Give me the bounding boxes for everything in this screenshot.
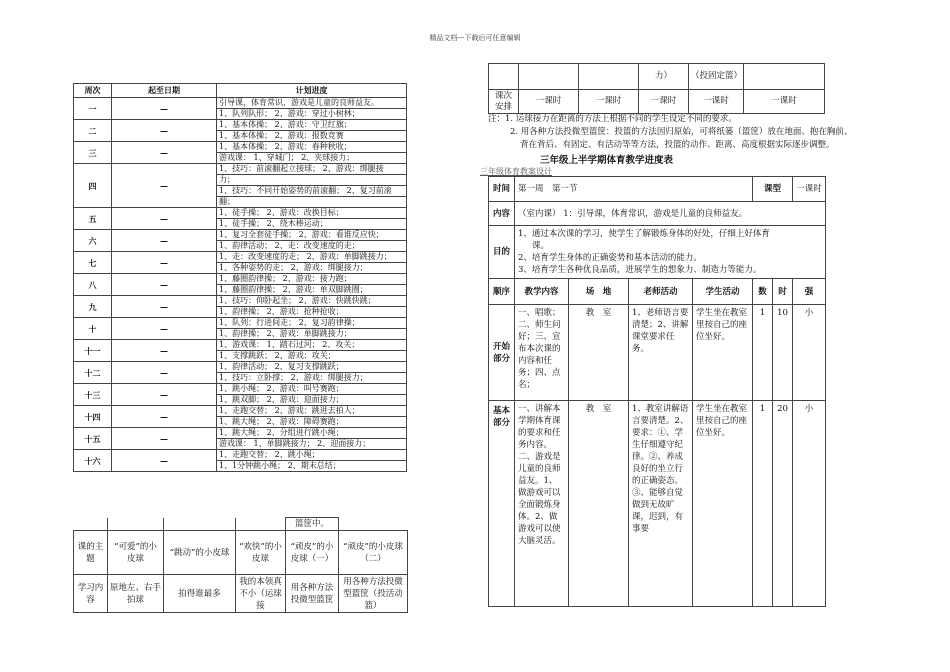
row-number: 1 [753,305,773,401]
col-teacher: 老师活动 [629,279,693,305]
time-value: 第一周 第一节 [515,177,753,202]
theme-4: “顽皮”的小皮球（一） [286,531,339,575]
week-plan-item: 1、韵律操； 2、游戏：抢种抢收； [217,307,407,318]
fragment-text: 篮筐中。 [286,518,339,531]
week-date: — [112,384,217,406]
schedule-row [74,98,407,109]
week-plan-item: 1、1分钟跳小绳； 2、期末总结； [217,461,407,472]
week-date: — [112,296,217,318]
week-plan-item: 1、走跑交替； 2、游戏：跳进去拍人； [217,406,407,417]
phase: 开始部分 [489,305,515,401]
header-week: 周次 [74,84,112,98]
week-number: 八 [74,274,112,296]
week-plan-item: 1、技巧：仰卧起坐； 2、游戏：快跳快跳； [217,296,407,307]
week-number: 七 [74,252,112,274]
week-date: — [112,450,217,472]
alloc-row-label: 课次安排 [489,90,519,114]
week-number: 十六 [74,450,112,472]
schedule-row [74,450,407,461]
week-plan-item: 1、韵律操； 2、游戏：单脚跳接力； [217,329,407,340]
week-plan-item: 1、跳小绳； 2、游戏：叫号赛跑； [217,384,407,395]
time-label: 时间 [489,177,515,202]
col-time: 时 [773,279,793,305]
schedule-table [73,83,407,472]
week-number: 六 [74,230,112,252]
schedule-row [74,252,407,263]
themes-table [73,517,408,613]
week-number: 十五 [74,428,112,450]
week-plan-item: 1、徒手操； 2、游戏：改换目标； [217,208,407,219]
alloc-cell: 力） [639,64,689,90]
row-content: 一、讲解本学期体育课的要求和任务内容。二、游戏是儿童的良师益友。1、做游戏可以全面锻炼身体。2、做游戏可以使大脑灵活。 [515,401,569,607]
col-order: 顺序 [489,279,515,305]
schedule-header-row [74,84,407,98]
week-plan-item: 1、技巧：不同开始姿势的前滚翻； 2、复习前滚 [217,186,407,197]
schedule-row [74,230,407,241]
row-teacher: 1、老师语言要清楚；2、讲解课堂要求任务。 [629,305,693,401]
alloc-cell [579,64,639,90]
week-number: 十四 [74,406,112,428]
row-time: 20 [773,401,793,607]
content-3: 我的本领真不小（运球接 [236,575,286,613]
week-plan-item: 1、游戏课： 1、踏石过河； 2、攻关； [217,340,407,351]
week-plan-item: 翻； [217,197,407,208]
note-1: 注：1. 运球接力在距离的方法上根据不同的学生设定不同的要求。 [488,114,737,124]
week-number: 四 [74,164,112,208]
schedule-row [74,142,407,153]
week-plan-item: 力； [217,175,407,186]
week-plan-item: 1、藤圈韵律操； 2、游戏：接力跑； [217,274,407,285]
week-plan-item: 游戏课： 1、单脚跳接力； 2、迎面接力； [217,439,407,450]
header-date: 起至日期 [112,84,217,98]
week-number: 十一 [74,340,112,362]
week-date: — [112,230,217,252]
col-content: 教学内容 [515,279,569,305]
goal-line: 2、培育学生身体的正确姿势和基本活动的能力。 [518,253,702,263]
schedule-row [74,208,407,219]
lesson-allocation-table [488,63,825,114]
schedule-row [74,274,407,285]
alloc-hours: 一课时 [689,90,744,114]
content-value: （室内课） 1：引导课，体育常识，游戏是儿童的良师益友。 [515,202,826,226]
goal-line: 3、培育学生各种优良品质，进展学生的想象力、制造力等能力。 [518,265,762,275]
week-number: 十二 [74,362,112,384]
schedule-row [74,296,407,307]
note-2: 2. 用各种方法投微型篮筐：投篮的方法因归原始，可将纸篓（篮筐）放在地面、抱在胸前、 [510,127,853,137]
week-plan-item: 1、技巧：立卧撑； 2、游戏：绑腿接力； [217,373,407,384]
row-student: 学生坐在教室里按自己的座位坐好。 [693,401,753,607]
week-plan-item: 1、队列队形； 2、游戏：穿过小树林； [217,109,407,120]
alloc-cell [744,64,825,90]
header-progress: 计划进度 [217,84,407,98]
week-number: 五 [74,208,112,230]
week-number: 三 [74,142,112,164]
alloc-cell: （投固定篮） [689,64,744,90]
theme-3: “欢快”的小皮球 [236,531,286,575]
lesson-row [489,401,826,607]
schedule-row [74,362,407,373]
themes-row [74,531,408,575]
theme-2: “跳动”的小皮球 [164,531,236,575]
theme-1: “可爱”的小皮球 [108,531,164,575]
lesson-title: 三年级上半学期体育教学进度表 [540,155,674,166]
week-date: — [112,428,217,450]
week-plan-item: 1、韵律活动； 2、复习支撑跳跃； [217,362,407,373]
week-date: — [112,142,217,164]
week-number: 十三 [74,384,112,406]
week-plan-item: 1、复习全套徒手操； 2、游戏：看谁反应快； [217,230,407,241]
alloc-hours: 一课时 [579,90,639,114]
week-plan-item: 1、跳大绳； 2、游戏：障碍赛跑； [217,417,407,428]
contents-row-label: 学习内容 [74,575,108,613]
col-venue: 场 地 [569,279,629,305]
row-student: 学生坐在教室里按自己的座位坐好。 [693,305,753,401]
type-value: 一课时 [793,177,826,202]
week-date: — [112,98,217,120]
week-date: — [112,340,217,362]
schedule-row [74,340,407,351]
schedule-row [74,318,407,329]
col-header-row [489,279,826,305]
week-plan-item: 1、韵律活动； 2、走：改变速度的走； [217,241,407,252]
week-number: 二 [74,120,112,142]
schedule-row [74,384,407,395]
type-label: 课型 [753,177,793,202]
week-number: 十 [74,318,112,340]
content-2: 拍得谁最多 [164,575,236,613]
lesson-row [489,305,826,401]
goal-line: 1、通过本次课的学习，使学生了解锻炼身体的好处，仔细上好体育 [518,229,770,239]
week-date: — [112,318,217,340]
week-plan-item: 1、跳大绳； 2、分组进行跳小绳； [217,428,407,439]
row-content: 一、唱歌；二、师生问好；三、宣布本次课的内容和任务；四、点名； [515,305,569,401]
phase: 基本部分 [489,401,515,607]
week-date: — [112,274,217,296]
col-number: 数 [753,279,773,305]
week-date: — [112,208,217,230]
week-date: — [112,362,217,384]
week-plan-item: 1、支撑跳跃； 2、游戏：攻关； [217,351,407,362]
lesson-subtitle: 三年级体育教案设计 [480,167,552,176]
week-plan-item: 引导课，体育常识，游戏是儿童的良师益友。 [217,98,407,109]
row-intensity: 小 [793,305,826,401]
week-plan-item: 1、走跑交替； 2、跳小绳； [217,450,407,461]
week-plan-item: 1、走：改变速度的走； 2、游戏：单脚跳接力； [217,252,407,263]
schedule-row [74,164,407,175]
alloc-hours: 一课时 [519,90,579,114]
alloc-hours: 一课时 [744,90,825,114]
week-plan-item: 1、技巧：前滚翻起立接球； 2、游戏：绑腿接 [217,164,407,175]
week-plan-item: 1、队列：行进间走； 2、复习韵律操； [217,318,407,329]
week-plan-item: 1、基本体操； 2、游戏：报数竞赛 [217,131,407,142]
alloc-hours: 一课时 [639,90,689,114]
week-date: — [112,406,217,428]
page-header: 精品文档---下载后可任意编辑 [429,34,521,42]
theme-5: “顽皮”的小皮球（二） [339,531,408,575]
col-intensity: 强 [793,279,826,305]
alloc-cell [519,64,579,90]
row-venue: 教 室 [569,401,629,607]
week-date: — [112,164,217,208]
content-1: 原地左、右手拍球 [108,575,164,613]
schedule-row [74,120,407,131]
col-student: 学生活动 [693,279,753,305]
row-number: 1 [753,401,773,607]
week-plan-item: 1、跳双脚； 2、游戏：迎面接力； [217,395,407,406]
lesson-plan-table [488,176,826,607]
goals [515,226,826,279]
content-4: 用各种方法投微型篮筐 [286,575,339,613]
row-teacher: 1、教室讲解语言要清楚。2、要求：①、学生仔细遵守纪律。②、养成良好的坐立行的正确姿态。③、能够自觉做到无故旷课，迟到，有事要 [629,401,693,607]
schedule-row [74,406,407,417]
week-plan-item: 1、各种姿势的走； 2、游戏：绑腿接力； [217,263,407,274]
week-date: — [112,120,217,142]
schedule-row [74,428,407,439]
note-3: 背在背后、有固定、有活动等等方法，投篮的动作、距离、高度根据实际逐步调整。 [520,140,835,150]
week-plan-item: 1、基本体操； 2、游戏：守卫红旗； [217,120,407,131]
week-number: 一 [74,98,112,120]
week-plan-item: 1、徒手操； 2、绕木棒运动； [217,219,407,230]
goal-line: 课。 [532,241,550,251]
goal-label: 目的 [489,226,515,279]
contents-row [74,575,408,613]
week-number: 九 [74,296,112,318]
row-venue: 教 室 [569,305,629,401]
week-date: — [112,252,217,274]
week-plan-item: 1、藤圈韵律操； 2、游戏：单双脚跳圈； [217,285,407,296]
themes-row-label: 课的主题 [74,531,108,575]
content-5: 用各种方法投微型篮筐（投活动篮） [339,575,408,613]
week-plan-item: 1、基本体操； 2、游戏：春种秋收； [217,142,407,153]
content-label: 内容 [489,202,515,226]
week-plan-item: 游戏课： 1、穿城门； 2、夹球接力； [217,153,407,164]
row-time: 10 [773,305,793,401]
row-intensity: 小 [793,401,826,607]
